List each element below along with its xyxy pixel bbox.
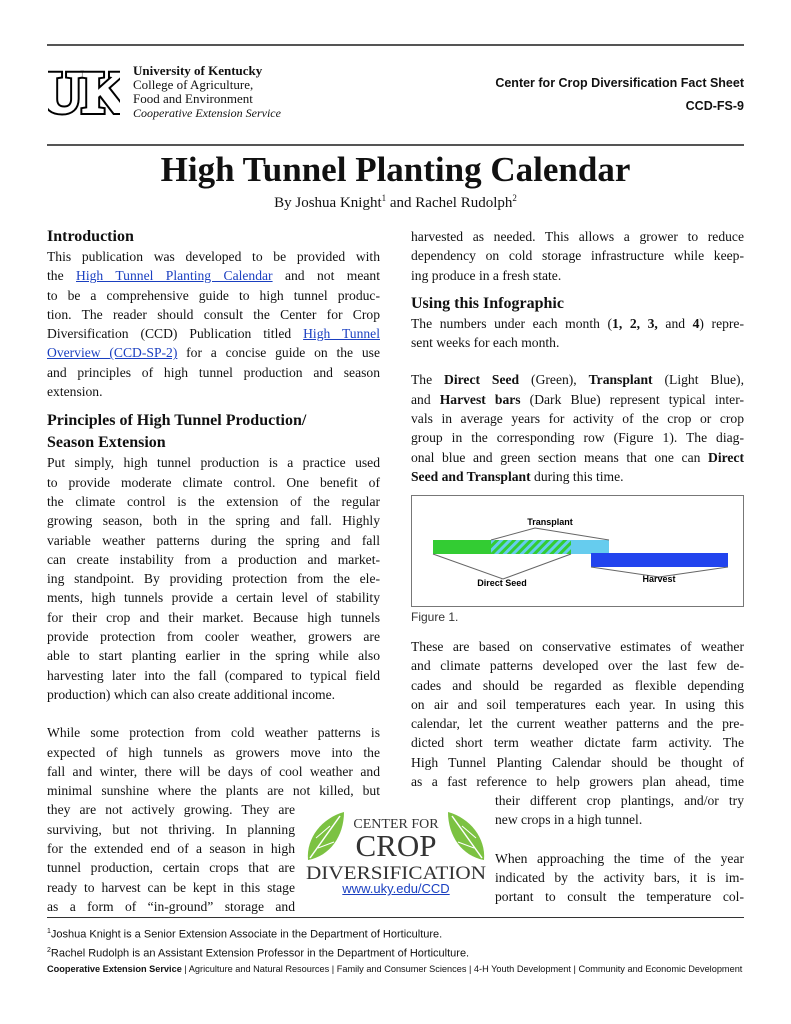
bars-line: and Harvest bars (Dark Blue) represent typical inter- [411, 391, 744, 407]
footer-bold: Cooperative Extension Service [47, 964, 182, 974]
intro-paragraph [47, 247, 380, 401]
paragraph-line: While some protection from cold weather patterns is [47, 725, 380, 741]
paragraph-line: calendar, let the current weather patterns and the pre- [411, 716, 744, 732]
direct-seed-bar [433, 540, 491, 554]
bars-line: vals in average years for activity of the crop or crop [411, 411, 744, 427]
bars-paragraph [411, 370, 744, 486]
paragraph-line: When approaching the time of the year [495, 850, 744, 866]
paragraph-line: variable weather patterns during the spring and fall [47, 532, 380, 548]
transplant-bracket [491, 528, 609, 540]
principles-heading-1: Principles of High Tunnel Production/ [47, 412, 307, 430]
paragraph-line: they are not actively growing. They are [47, 802, 295, 818]
paragraph-line: can create instability from a production and market- [47, 551, 380, 567]
university-name: University of Kentucky [133, 63, 263, 78]
paragraph-line: and climate patterns developed over the last few de- [411, 658, 744, 674]
uk-wordmark [133, 64, 281, 120]
right-column-narrow [495, 791, 744, 906]
approach-paragraph [495, 849, 744, 907]
paragraph-line: portant to consult the temperature col- [495, 889, 744, 905]
paragraph-line: to provide moderate climate control. One benefit of [47, 474, 380, 490]
intro-line: extension. [47, 384, 103, 400]
paragraph-line: ing produce in a fresh state. [411, 267, 562, 283]
footer-units [47, 964, 744, 974]
ccd-url-link[interactable]: www.uky.edu/CCD [342, 881, 450, 896]
intro-line: Overview (CCD-SP-2) for a concise guide on the use [47, 345, 380, 361]
estimates-paragraph-narrow [495, 791, 744, 830]
transplant-label: Transplant [527, 517, 573, 527]
paragraph-line: on air and soil temperatures each year. In using this [411, 696, 744, 712]
bars-line: The Direct Seed (Green), Transplant (Light Blue), [411, 372, 744, 388]
intro-line: the High Tunnel Planting Calendar and not meant [47, 268, 380, 284]
ccd-logo-line3: DIVERSIFICATION [306, 864, 486, 884]
transplant-bar [571, 540, 609, 554]
ccd-logo-line2: CROP [355, 828, 437, 863]
paragraph-line: growing season, both in the spring and fall. Highly [47, 513, 380, 529]
paragraph-line: expected of high tunnels as growers move into the [47, 744, 380, 760]
right-top-paragraph [411, 227, 744, 285]
paragraph-line: as a fast reference to help growers plan ahead, time [411, 774, 744, 790]
estimates-paragraph [411, 637, 744, 791]
figure-1-diagram [412, 496, 743, 606]
infographic-heading: Using this Infographic [411, 294, 564, 312]
overlap-bar [491, 540, 571, 554]
principles-paragraph-2 [47, 723, 380, 800]
paragraph-line: High Tunnel Planting Calendar should be thought of [411, 754, 744, 770]
byline-sup1: 1 [381, 193, 387, 203]
info-line: sent weeks for each month. [411, 335, 560, 351]
paragraph-line: new crops in a high tunnel. [495, 812, 643, 828]
byline-sup2: 2 [512, 193, 517, 203]
paragraph-line: fall and winter, there will be days of cool weather and [47, 763, 380, 779]
paragraph-line: Put simply, high tunnel production is a practice used [47, 455, 380, 471]
paragraph-line: able to start planting earlier in the spring while also [47, 648, 380, 664]
direct-seed-bracket [433, 554, 571, 579]
intro-line: This publication was developed to be provided with [47, 249, 380, 264]
paragraph-line: dependency on cold storage infrastructure while keep- [411, 248, 744, 264]
intro-heading: Introduction [47, 228, 134, 245]
info-line: The numbers under each month (1, 2, 3, and 4) repre- [411, 315, 744, 331]
paragraph-line: These are based on conservative estimates of weather [411, 639, 744, 654]
calendar-link[interactable]: High Tunnel Planting Calendar [76, 268, 273, 284]
leaf-left-icon [308, 812, 344, 860]
header-rule [47, 144, 744, 146]
paragraph-line: provide protection from cooler weather, growers are [47, 629, 380, 645]
figure-caption: Figure 1. [411, 610, 459, 624]
college-line1: College of Agriculture, [133, 77, 254, 92]
footnotes [47, 924, 469, 961]
leaf-right-icon [448, 812, 484, 860]
paragraph-line: production) which can also create additional income. [47, 686, 336, 702]
infographic-paragraph [411, 314, 744, 353]
footnote-1: $^1$Joshua Knight is a Senior Extension Associate in the Department of Horticulture. [47, 928, 443, 941]
ccd-logo-line1: CENTER FOR [353, 817, 439, 832]
bars-line: group in the corresponding row (Figure 1). The diag- [411, 430, 744, 446]
uk-logo-letters: UK [48, 60, 120, 122]
paragraph-line: ing standpoint. By providing protection from the ele- [47, 571, 380, 587]
paragraph-line: harvested as needed. This allows a grower to reduce [411, 229, 744, 244]
intro-line: to be a comprehensive guide to high tunnel produc- [47, 287, 380, 303]
intro-line: tion. The reader should consult the Center for Crop [47, 306, 380, 322]
principles-paragraph-1 [47, 453, 380, 704]
paragraph-line: tunnel production, certain crops that are [47, 860, 295, 876]
paragraph-line: the climate control is the extension of the regular [47, 493, 380, 509]
intro-line: Diversification (CCD) Publication titled High Tunnel [47, 326, 380, 342]
series-title: Center for Crop Diversification Fact Sheet [495, 76, 744, 90]
uk-logo-mark [48, 60, 120, 122]
extension-service: Cooperative Extension Service [133, 106, 281, 120]
paragraph-line: ready to harvest can be kept in this stage [47, 879, 295, 895]
principles-paragraph-2-narrow [47, 800, 295, 916]
college-line2: Food and Environment [133, 91, 253, 106]
byline-author2: and Rachel Rudolph [386, 195, 513, 211]
bars-line: onal blue and green section means that one can Direct [411, 449, 744, 465]
footer-rest: | Agriculture and Natural Resources | Family and Consumer Sciences | 4-H Youth Development | Community and Economic Development [181, 964, 743, 974]
uk-logo [48, 60, 120, 122]
harvest-label: Harvest [642, 574, 676, 584]
overview-link-part1[interactable]: High Tunnel [303, 326, 380, 342]
paragraph-line: surviving, but not thriving. In planning [47, 821, 295, 837]
harvest-bar [591, 553, 728, 567]
right-column-lower [411, 637, 744, 791]
figure-1 [411, 495, 744, 607]
top-rule [47, 44, 744, 46]
series-code: CCD-FS-9 [685, 99, 744, 113]
paragraph-line: their different crop plantings, and/or try [495, 793, 744, 808]
paragraph-line: cades and should be regarded as flexible depending [411, 677, 744, 693]
bars-line: Seed and Transplant during this time. [411, 468, 624, 484]
paragraph-line: as a form of “in-ground” storage and [47, 898, 295, 914]
principles-heading-2: Season Extension [47, 434, 166, 452]
paragraph-line: for their crop and their market. Because high tunnels [47, 609, 380, 625]
direct-seed-label: Direct Seed [477, 578, 527, 588]
overview-link-part2[interactable]: Overview (CCD-SP-2) [47, 345, 178, 361]
right-column [411, 227, 744, 486]
paragraph-line: minimal sunshine where the plants are not killed, but [47, 783, 380, 799]
page-title: High Tunnel Planting Calendar [160, 150, 631, 189]
paragraph-line: ments, high tunnels provide a certain level of stability [47, 590, 380, 606]
paragraph-line: harvesting later into the fall (compared to typical field [47, 667, 380, 683]
paragraph-line: for the extended end of a season in high [47, 841, 295, 857]
footnote-2: $^2$Rachel Rudolph is an Assistant Extension Professor in the Department of Horticulture. [47, 946, 470, 960]
paragraph-line: indicated by the activity bars, it is im- [495, 869, 744, 885]
intro-line: and principles of high tunnel production and season [47, 364, 380, 380]
paragraph-line: dicted short term weather dictate farm activity. The [411, 735, 744, 751]
footnote-rule [47, 917, 744, 918]
byline [0, 193, 791, 212]
byline-author1: By Joshua Knight [274, 195, 382, 211]
uk-logo-letters-inner: UK [48, 60, 120, 122]
